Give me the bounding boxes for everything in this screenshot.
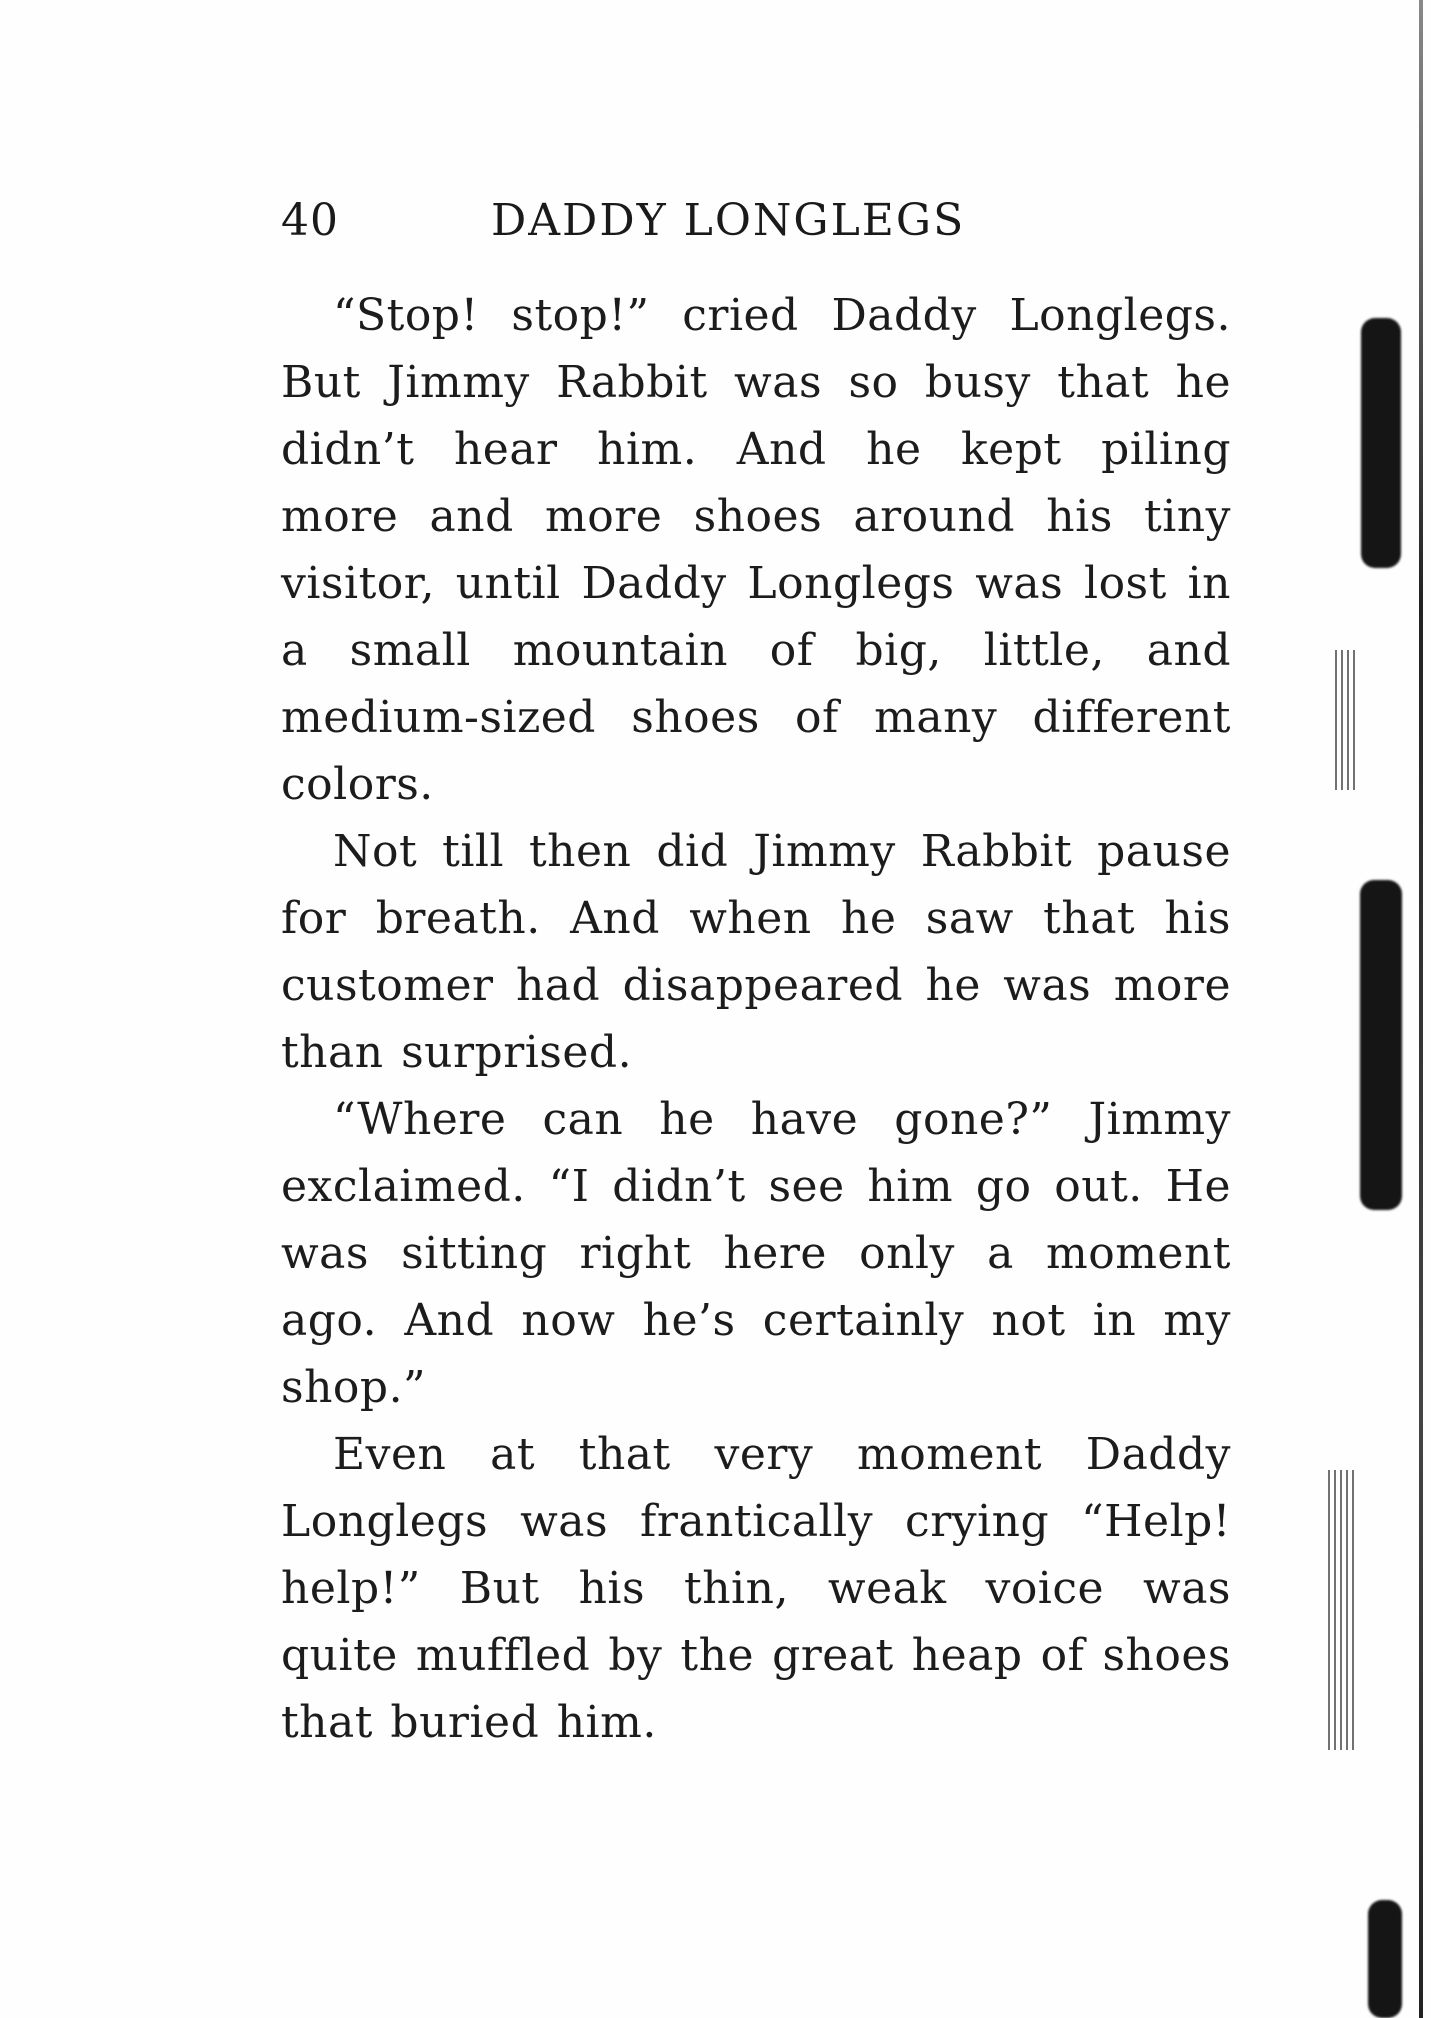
page-edge-shadow [1419, 0, 1423, 2018]
page-number: 40 [281, 195, 339, 246]
body-text [281, 282, 1231, 1756]
running-head [281, 195, 1241, 255]
scan-hatch [1328, 1470, 1354, 1750]
scan-hatch [1335, 650, 1359, 790]
paragraph: Not till then did Jimmy Rabbit pause for breath. And when he saw that his customer had disappeared he was more than surprised. [281, 826, 1231, 1078]
book-title: DADDY LONGLEGS [491, 195, 966, 246]
scan-blot [1360, 880, 1402, 1210]
scan-blot [1361, 318, 1401, 568]
paragraph: “Where can he have gone?” Jimmy exclaimed. “I didn’t see him go out. He was sitting right here only a moment ago. And now he’s certainly not in my shop.” [281, 1094, 1231, 1413]
scan-blot [1368, 1900, 1402, 2018]
paragraph: “Stop! stop!” cried Daddy Longlegs. But Jimmy Rabbit was so busy that he didn’t hear him. And he kept piling more and more shoes around his tiny visitor, until Daddy Longlegs was lost in a small mountain of big, little, and medium-sized shoes of many different colors. [281, 290, 1231, 810]
paragraph: Even at that very moment Daddy Longlegs was frantically crying “Help! help!” But his thin, weak voice was quite muffled by the great heap of shoes that buried him. [281, 1429, 1231, 1748]
